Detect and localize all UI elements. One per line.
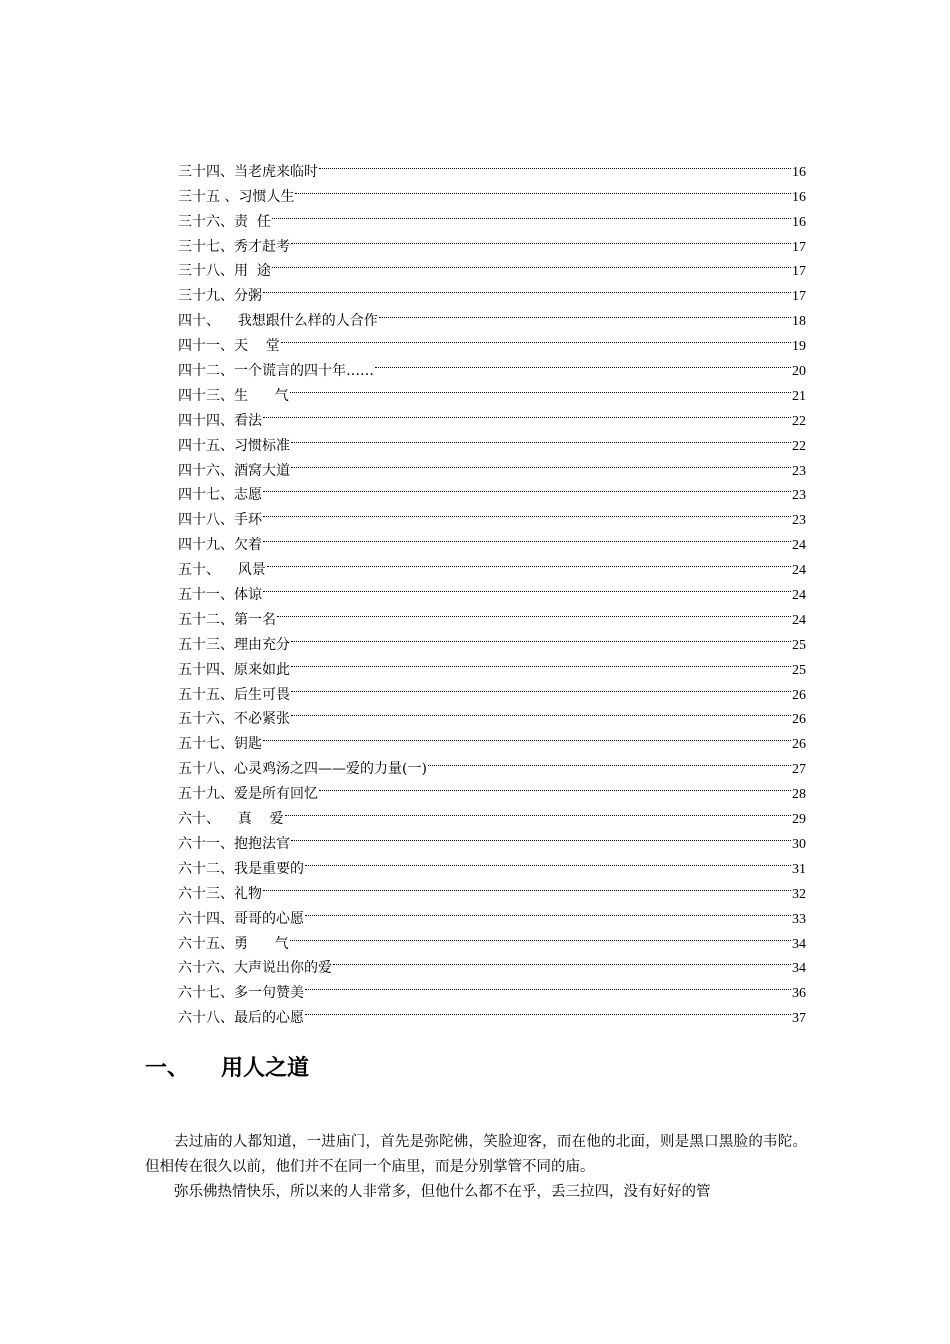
toc-entry-page-number: 23 — [792, 463, 806, 479]
toc-dot-leader — [291, 226, 791, 251]
toc-entry-label: 四十二、一个谎言的四十年…… — [178, 363, 374, 380]
toc-dot-leader — [290, 923, 791, 948]
table-of-contents — [178, 151, 806, 1027]
toc-entry-page-number: 19 — [792, 339, 806, 355]
toc-entry[interactable] — [178, 549, 806, 579]
toc-entry-label: 三十四、当老虎来临时 — [178, 163, 318, 180]
toc-entry-label: 五十四、原来如此 — [178, 661, 290, 678]
section-number: 一、 — [145, 1056, 190, 1081]
toc-entry-label: 四十七、志愿 — [178, 487, 262, 504]
toc-entry-page-number: 24 — [792, 563, 806, 579]
toc-entry-label: 三十七、秀才赶考 — [178, 238, 290, 255]
toc-entry-label: 四十八、手环 — [178, 512, 262, 529]
toc-dot-leader — [263, 400, 791, 425]
toc-entry[interactable] — [178, 201, 806, 230]
toc-entry-label: 六十四、哥哥的心愿 — [178, 910, 304, 927]
toc-dot-leader — [291, 624, 791, 649]
toc-entry-page-number: 23 — [792, 488, 806, 504]
toc-entry-label: 六十五、勇 气 — [178, 935, 289, 952]
toc-entry-label: 五十六、不必紧张 — [178, 711, 290, 728]
toc-dot-leader — [290, 375, 791, 400]
toc-entry-label: 三十九、分粥 — [178, 288, 262, 305]
toc-entry-page-number: 26 — [792, 737, 806, 753]
toc-entry-label: 四十四、看法 — [178, 412, 262, 429]
toc-entry[interactable] — [178, 300, 806, 330]
toc-entry-label: 四十六、酒窝大道 — [178, 462, 290, 479]
toc-entry-label: 五十一、体谅 — [178, 587, 262, 604]
toc-dot-leader — [263, 574, 791, 599]
toc-dot-leader — [291, 649, 791, 674]
toc-entry-page-number: 27 — [792, 762, 806, 778]
toc-entry-page-number: 24 — [792, 612, 806, 628]
toc-entry-label: 四十九、欠着 — [178, 537, 262, 554]
toc-entry-label: 三十八、用 途 — [178, 263, 271, 280]
section-title: 用人之道 — [221, 1056, 310, 1081]
body-paragraph: 去过庙的人都知道，一进庙门，首先是弥陀佛，笑脸迎客，而在他的北面，则是黑口黑脸的韦陀。但相传在很久以前，他们并不在同一个庙里，而是分别掌管不同的庙。 — [145, 1134, 807, 1175]
toc-dot-leader — [333, 948, 791, 973]
toc-dot-leader — [291, 699, 791, 724]
toc-entry-label: 五十、 风景 — [178, 562, 266, 579]
toc-entry[interactable] — [178, 873, 806, 902]
toc-dot-leader — [295, 176, 791, 201]
toc-dot-leader — [291, 823, 791, 848]
toc-dot-leader — [272, 201, 791, 226]
toc-entry-label: 五十三、理由充分 — [178, 636, 290, 653]
toc-entry-label: 六十七、多一句赞美 — [178, 985, 304, 1002]
toc-dot-leader — [319, 151, 791, 176]
toc-entry-page-number: 34 — [792, 961, 806, 977]
toc-entry-label: 三十五 、习惯人生 — [178, 188, 295, 205]
toc-entry[interactable] — [178, 574, 806, 604]
toc-dot-leader — [263, 723, 791, 748]
toc-dot-leader — [305, 997, 791, 1022]
toc-entry-page-number: 21 — [792, 388, 806, 404]
toc-entry-label: 五十五、后生可畏 — [178, 686, 290, 703]
toc-entry[interactable] — [178, 599, 806, 628]
toc-entry-label: 四十三、生 气 — [178, 387, 289, 404]
toc-entry-page-number: 36 — [792, 986, 806, 1002]
toc-dot-leader — [375, 350, 791, 375]
toc-dot-leader — [281, 325, 791, 350]
toc-entry[interactable] — [178, 275, 806, 305]
toc-entry-label: 五十二、第一名 — [178, 611, 276, 628]
toc-dot-leader — [263, 275, 791, 300]
toc-entry-page-number: 26 — [792, 712, 806, 728]
toc-entry[interactable] — [178, 898, 806, 927]
toc-entry-label: 六十二、我是重要的 — [178, 860, 304, 877]
toc-entry-page-number: 33 — [792, 911, 806, 927]
section-heading — [145, 1052, 309, 1086]
toc-entry[interactable] — [178, 748, 806, 778]
toc-entry[interactable] — [178, 524, 806, 554]
toc-dot-leader — [277, 599, 791, 624]
toc-entry-page-number: 30 — [792, 836, 806, 852]
toc-entry-label: 六十一、抱抱法官 — [178, 835, 290, 852]
toc-entry-label: 五十七、钥匙 — [178, 736, 262, 753]
toc-entry-page-number: 32 — [792, 886, 806, 902]
toc-dot-leader — [291, 674, 791, 699]
toc-entry-page-number: 22 — [792, 413, 806, 429]
toc-entry-page-number: 23 — [792, 513, 806, 529]
toc-entry[interactable] — [178, 723, 806, 753]
toc-dot-leader — [291, 425, 791, 450]
toc-entry-page-number: 24 — [792, 538, 806, 554]
toc-entry-page-number: 29 — [792, 812, 806, 828]
toc-entry-page-number: 26 — [792, 687, 806, 703]
body-paragraph: 弥乐佛热情快乐，所以来的人非常多，但他什么都不在乎，丢三拉四，没有好好的管 — [174, 1184, 711, 1200]
toc-entry-page-number: 37 — [792, 1011, 806, 1027]
toc-entry[interactable] — [178, 251, 806, 280]
toc-entry-page-number: 17 — [792, 289, 806, 305]
toc-entry[interactable] — [178, 425, 806, 454]
toc-entry-label: 四十一、天 堂 — [178, 338, 280, 355]
toc-entry-page-number: 28 — [792, 787, 806, 803]
toc-entry[interactable] — [178, 499, 806, 529]
toc-entry-page-number: 16 — [792, 189, 806, 205]
toc-entry-page-number: 31 — [792, 861, 806, 877]
toc-entry-page-number: 16 — [792, 214, 806, 230]
toc-entry-label: 三十六、责 任 — [178, 213, 271, 230]
toc-dot-leader — [267, 549, 791, 574]
toc-entry-page-number: 25 — [792, 662, 806, 678]
toc-dot-leader — [319, 773, 791, 798]
toc-entry[interactable] — [178, 400, 806, 429]
toc-dot-leader — [272, 251, 791, 276]
toc-entry-page-number: 22 — [792, 438, 806, 454]
toc-entry-label: 六十、 真 爱 — [178, 811, 284, 828]
toc-dot-leader — [263, 873, 791, 898]
toc-entry-label: 六十三、礼物 — [178, 885, 262, 902]
toc-entry[interactable] — [178, 151, 806, 180]
toc-dot-leader — [263, 499, 791, 524]
toc-entry-page-number: 16 — [792, 164, 806, 180]
toc-entry[interactable] — [178, 475, 806, 504]
toc-dot-leader — [379, 300, 791, 325]
toc-entry-label: 四十五、习惯标准 — [178, 437, 290, 454]
toc-entry-page-number: 24 — [792, 588, 806, 604]
toc-entry-page-number: 17 — [792, 264, 806, 280]
toc-dot-leader — [305, 898, 791, 923]
toc-dot-leader — [263, 475, 791, 500]
toc-entry-label: 六十八、最后的心愿 — [178, 1010, 304, 1027]
toc-entry-page-number: 34 — [792, 936, 806, 952]
toc-entry-label: 六十六、大声说出你的爱 — [178, 960, 332, 977]
toc-entry-page-number: 25 — [792, 637, 806, 653]
toc-dot-leader — [263, 524, 791, 549]
section-body — [145, 1130, 807, 1205]
toc-entry-label: 五十九、爱是所有回忆 — [178, 786, 318, 803]
toc-entry-page-number: 17 — [792, 239, 806, 255]
toc-entry-label: 五十八、心灵鸡汤之四——爱的力量(一) — [178, 761, 427, 778]
toc-entry-page-number: 20 — [792, 364, 806, 380]
toc-entry[interactable] — [178, 226, 806, 255]
toc-dot-leader — [305, 972, 791, 997]
toc-dot-leader — [291, 450, 791, 475]
toc-dot-leader — [428, 748, 791, 773]
toc-entry-label: 四十、 我想跟什么样的人合作 — [178, 313, 378, 330]
toc-dot-leader — [305, 848, 791, 873]
toc-dot-leader — [285, 798, 791, 823]
toc-entry-page-number: 18 — [792, 314, 806, 330]
